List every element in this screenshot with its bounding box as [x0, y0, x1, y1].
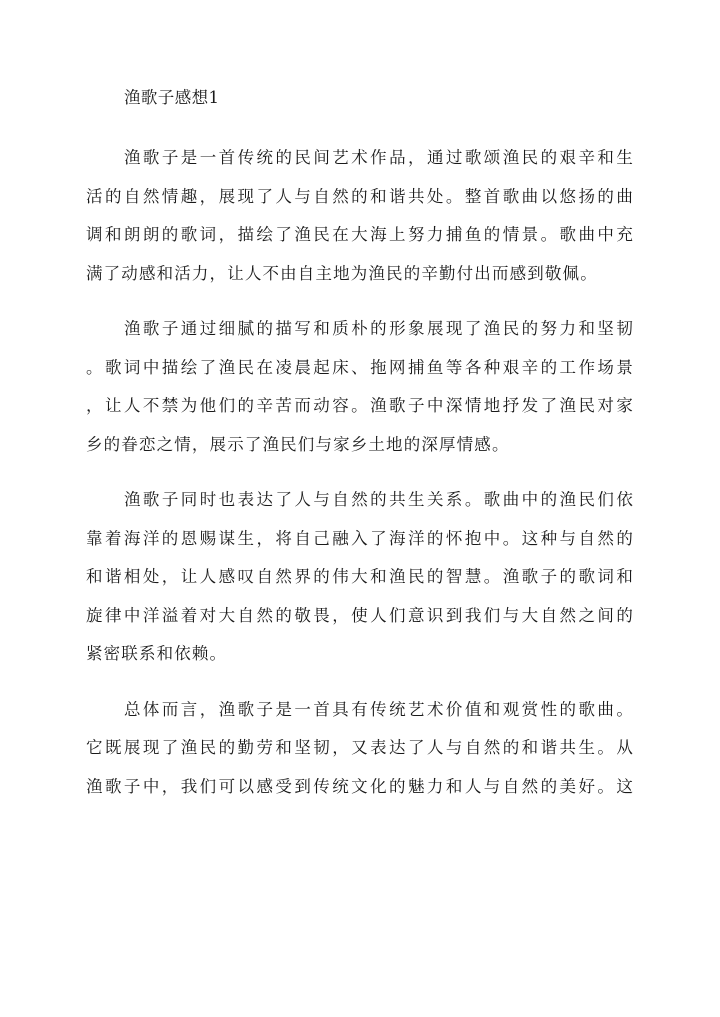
- paragraph-line: 满了动感和活力，让人不由自主地为渔民的辛勤付出而感到敬佩。: [86, 263, 598, 283]
- paragraph-line: 调和朗朗的歌词，描绘了渔民在大海上努力捕鱼的情景。歌曲中充: [86, 225, 634, 244]
- paragraph-2: [86, 310, 634, 464]
- paragraph-line: 它既展现了渔民的勤劳和坚韧，又表达了人与自然的和谐共生。从: [86, 738, 634, 757]
- paragraph-gap: [86, 293, 634, 310]
- paragraph-line: 渔歌子中，我们可以感受到传统文化的魅力和人与自然的美好。这: [86, 776, 634, 796]
- paragraph-line: 靠着海洋的恩赐谋生，将自己融入了海洋的怀抱中。这种与自然的: [86, 528, 634, 548]
- paragraph-4: [86, 691, 634, 807]
- paragraph-line: 。歌词中描绘了渔民在凌晨起床、拖网捕鱼等各种艰辛的工作场景: [86, 357, 634, 377]
- paragraph-gap: [86, 674, 634, 691]
- paragraph-line: 乡的眷恋之情，展示了渔民们与家乡土地的深厚情感。: [86, 434, 510, 454]
- paragraph-3: [86, 481, 634, 674]
- paragraph-line: 紧密联系和依赖。: [86, 644, 228, 663]
- paragraph-line: 渔歌子通过细腻的描写和质朴的形象展现了渔民的努力和坚韧: [124, 319, 634, 338]
- paragraph-line: 渔歌子是一首传统的民间艺术作品，通过歌颂渔民的艰辛和生: [124, 148, 634, 167]
- paragraph-line: 旋律中洋溢着对大自然的敬畏，使人们意识到我们与大自然之间的: [86, 605, 634, 625]
- paragraph-gap: [86, 122, 634, 139]
- paragraph-line: 和谐相处，让人感叹自然界的伟大和渔民的智慧。渔歌子的歌词和: [86, 567, 634, 586]
- paragraph-line: 渔歌子同时也表达了人与自然的共生关系。歌曲中的渔民们依: [124, 490, 634, 509]
- paragraph-line: ，让人不禁为他们的辛苦而动容。渔歌子中深情地抒发了渔民对家: [86, 396, 634, 415]
- paragraph-1: [86, 139, 634, 293]
- paragraph-line: 活的自然情趣，展现了人与自然的和谐共处。整首歌曲以悠扬的曲: [86, 186, 634, 206]
- document-title: 渔歌子感想1: [124, 88, 220, 107]
- document-page: [86, 74, 634, 806]
- paragraph-gap: [86, 464, 634, 481]
- paragraph-line: 总体而言，渔歌子是一首具有传统艺术价值和观赏性的歌曲。: [124, 699, 634, 719]
